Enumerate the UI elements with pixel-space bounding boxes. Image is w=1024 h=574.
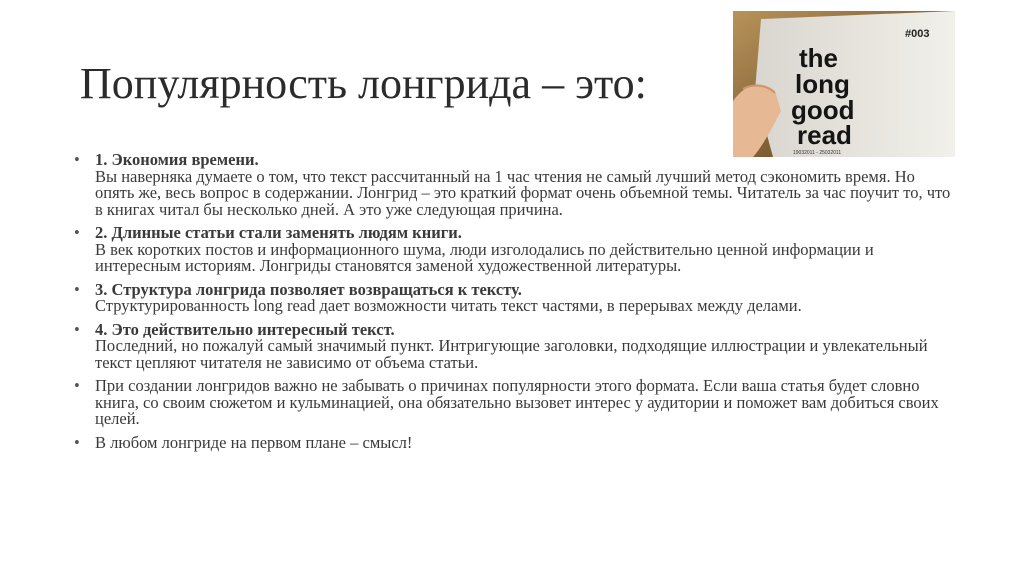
image-word-good: good [791,95,855,125]
bullet-text: Структурированность long read дает возможности читать текст частями, в перерывах между делами. [95,296,802,315]
bullet-item-4 [72,319,952,372]
bullet-marker: • [74,223,80,242]
bullet-marker: • [74,279,80,299]
bullet-marker: • [74,150,80,169]
magazine-photo [733,11,955,157]
magazine-photo-graphic [733,11,955,157]
image-word-long: long [795,69,850,99]
bullet-heading: 4. Это действительно интересный текст. [95,319,395,339]
bullet-item-5 [72,378,952,428]
bullet-item-3 [72,279,952,315]
bullet-item-2 [72,225,952,275]
bullet-heading: 2. Длинные статьи стали заменять людям книги. [95,223,462,242]
issue-number: #003 [905,28,930,40]
bullet-text: При создании лонгридов важно не забывать о причинах популярности этого формата. Если ваша статья будет словно книга, со своим сюжетом и кульминацией, она обязательно вызовет интерес у аудитории и поможет вам добиться своих целей. [95,376,939,428]
bullet-item-1 [72,152,952,218]
bullet-text: Вы наверняка думаете о том, что текст рассчитанный на 1 час чтения не самый лучший метод сэкономить время. Но опять же, весь вопрос в содержании. Лонгрид – это краткий формат очень объемной темы. Читатель за час поучит то, что в книгах читал бы несколько дней. А это уже следующая причина. [95,166,951,219]
bullet-heading: 3. Структура лонгрида позволяет возвращаться к тексту. [95,279,522,299]
bullet-heading: 1. Экономия времени. [95,150,259,169]
bullet-item-6 [72,432,952,452]
bullet-list [72,152,952,458]
bullet-marker: • [74,432,80,452]
bullet-text: В любом лонгриде на первом плане – смысл! [95,432,413,452]
bullet-text: Последний, но пожалуй самый значимый пункт. Интригующие заголовки, подходящие иллюстрации и увлекательный текст цепляют читателя не зависимо от объема статьи. [95,336,928,372]
image-word-read: read [797,120,852,150]
image-word-the: the [799,43,838,73]
slide-title: Популярность лонгрида – это: [80,59,647,108]
bullet-marker: • [74,376,80,395]
bullet-marker: • [74,319,80,339]
bullet-text: В век коротких постов и информационного шума, люди изголодались по действительно ценной информации и интересным историям. Лонгриды становятся заменой художественной литературы. [95,239,874,275]
image-dates: 19032011 - 25032011 [793,150,842,156]
